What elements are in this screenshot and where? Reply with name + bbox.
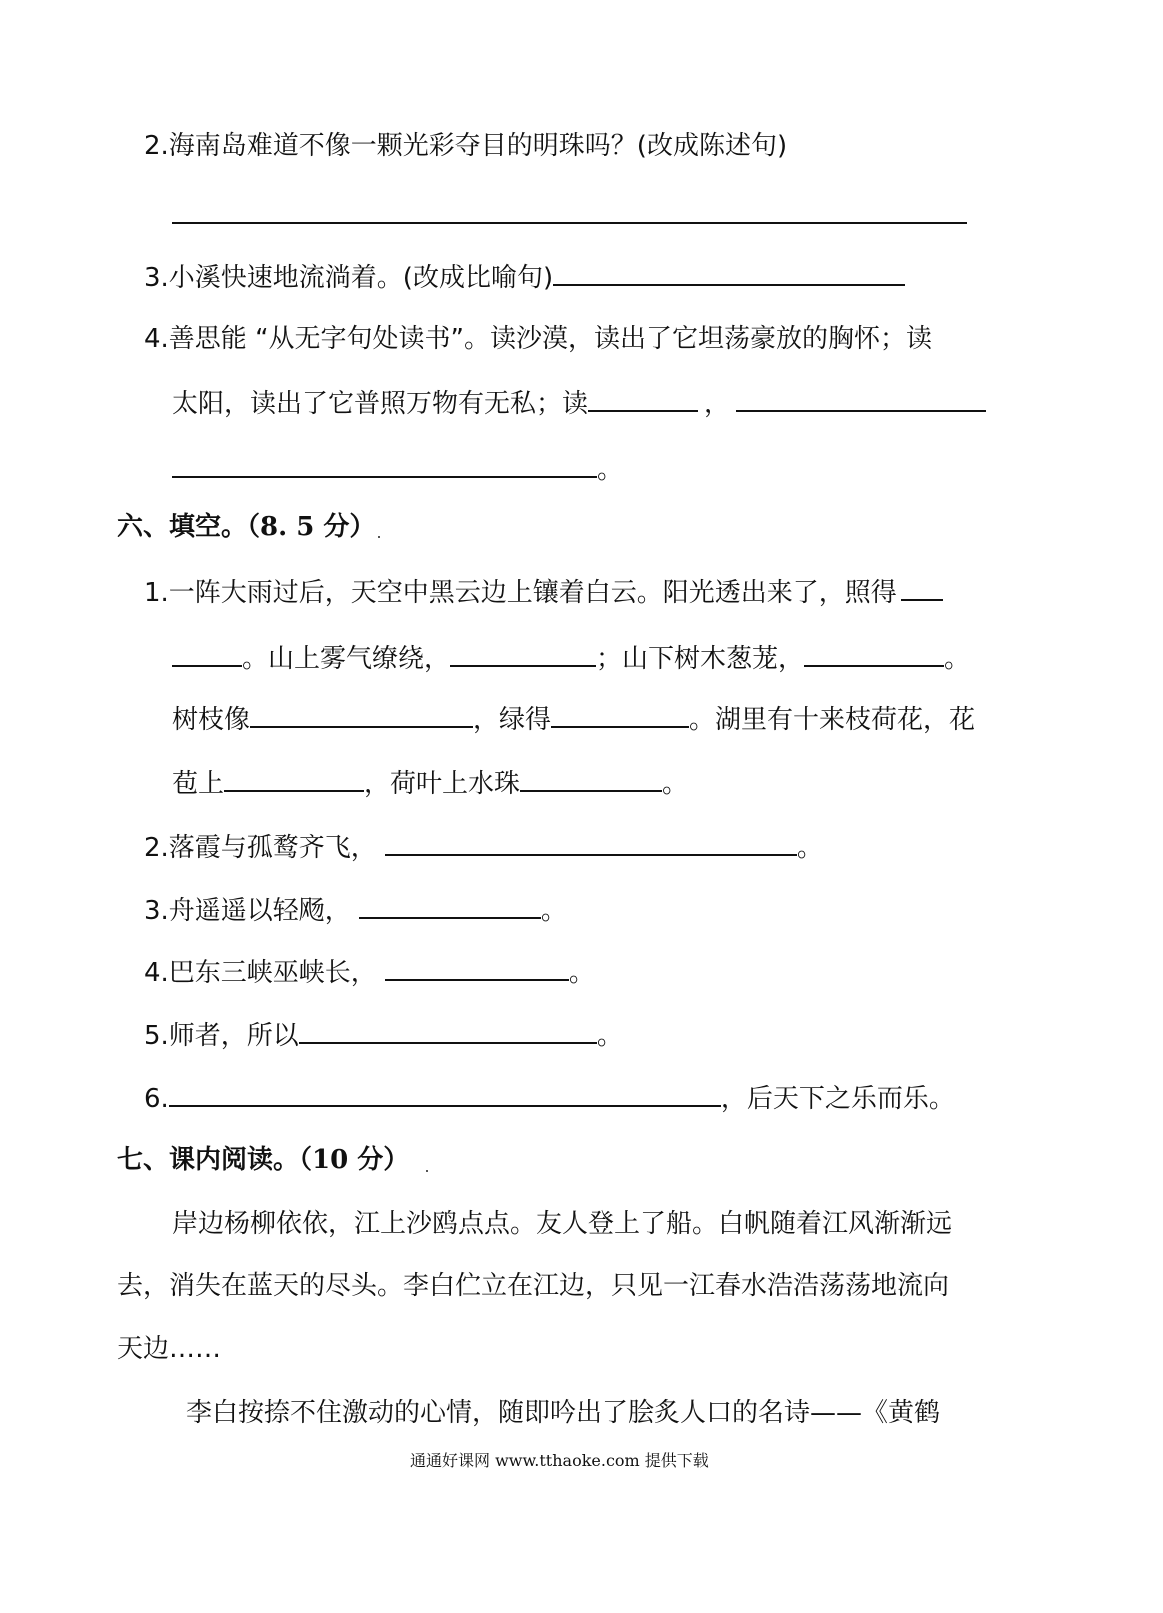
reading-p2-line1: 李白按捺不住激动的心情，随即吟出了脍炙人口的名诗——《黄鹤 [186,1398,941,1428]
q6-1-blank-4[interactable] [250,702,473,728]
q6-1-blank-6[interactable] [224,766,364,792]
q5-4-end: 。 [597,455,624,485]
q6-4-blank[interactable] [385,955,569,981]
q6-2-row [144,830,823,864]
q5-4-comma: ， [704,389,731,419]
q6-1-line4 [172,766,688,800]
q6-2-end: 。 [796,833,823,863]
q6-5-end: 。 [596,1021,623,1051]
q6-1-line1-text: 1.一阵大雨过后，天空中黑云边上镶着白云。阳光透出来了，照得 [144,578,897,608]
section-6-heading: 六、填空。（8. 5 分） [117,512,376,542]
q6-1-line2-b: ；山下树木葱茏， [596,644,805,674]
q6-1-line3-b: ，绿得 [473,705,552,735]
scan-dot [378,536,380,538]
q5-3-row [144,260,905,294]
q6-1-blank-1a[interactable] [901,575,943,601]
reading-p1-line1: 岸边杨柳依依，江上沙鸥点点。友人登上了船。白帆随着江风渐渐远 [172,1209,953,1239]
reading-p1-line3: 天边…… [117,1334,222,1364]
q6-1-line2-c: 。 [944,644,971,674]
q5-4-line2-text: 太阳，读出了它普照万物有无私；读 [172,389,589,419]
q6-1-line1 [144,575,943,609]
q6-1-line3-a: 树枝像 [172,705,251,735]
q6-1-line3 [172,702,975,736]
q6-4-row [144,955,595,989]
q5-2-answer-blank[interactable] [172,198,967,224]
q6-1-line4-c: 。 [662,769,689,799]
q6-6-blank[interactable] [169,1081,721,1107]
q6-2-text: 2.落霞与孤鹜齐飞， [144,833,377,863]
q6-6-row [144,1081,955,1115]
q6-4-end: 。 [568,958,595,988]
q6-3-end: 。 [540,896,567,926]
q6-1-blank-5[interactable] [551,702,689,728]
q5-4-line2 [172,386,986,420]
q6-1-blank-1b[interactable] [172,641,242,667]
q6-1-blank-7[interactable] [520,766,662,792]
q5-3-text: 3.小溪快速地流淌着。(改成比喻句) [144,263,554,293]
q6-6-number: 6. [144,1084,169,1114]
q6-1-line4-a: 苞上 [172,769,225,799]
section-7-heading: 七、课内阅读。（10 分） [117,1145,410,1175]
q6-3-blank[interactable] [359,893,541,919]
q6-6-text: ，后天下之乐而乐。 [720,1084,955,1114]
q6-3-text: 3.舟遥遥以轻飏， [144,896,351,926]
q5-4-blank-2[interactable] [736,386,986,412]
q6-5-blank[interactable] [299,1018,597,1044]
page-footer: 通通好课网 www.tthaoke.com 提供下载 [410,1451,709,1470]
q6-1-line2 [172,641,970,675]
q5-4-line1: 4.善思能 “从无字句处读书”。读沙漠，读出了它坦荡豪放的胸怀；读 [144,324,933,354]
q5-4-line3 [172,452,623,486]
reading-p1-line2: 去，消失在蓝天的尽头。李白伫立在江边，只见一江春水浩浩荡荡地流向 [117,1271,950,1301]
q6-1-line2-a: 。山上雾气缭绕， [242,644,451,674]
q5-4-blank-1[interactable] [588,386,698,412]
q6-1-blank-2[interactable] [450,641,596,667]
q6-1-blank-3[interactable] [804,641,944,667]
q5-2-text: 2.海南岛难道不像一颗光彩夺目的明珠吗？(改成陈述句) [144,131,788,161]
q6-5-row [144,1018,623,1052]
q6-3-row [144,893,567,927]
q6-1-line4-b: ，荷叶上水珠 [364,769,521,799]
q6-2-blank[interactable] [385,830,797,856]
q6-1-line3-c: 。湖里有十来枝荷花，花 [689,705,976,735]
q6-5-text: 5.师者，所以 [144,1021,299,1051]
q5-4-blank-3[interactable] [172,452,597,478]
q6-4-text: 4.巴东三峡巫峡长， [144,958,377,988]
q5-3-answer-blank[interactable] [553,260,905,286]
scan-dot [426,1170,428,1172]
